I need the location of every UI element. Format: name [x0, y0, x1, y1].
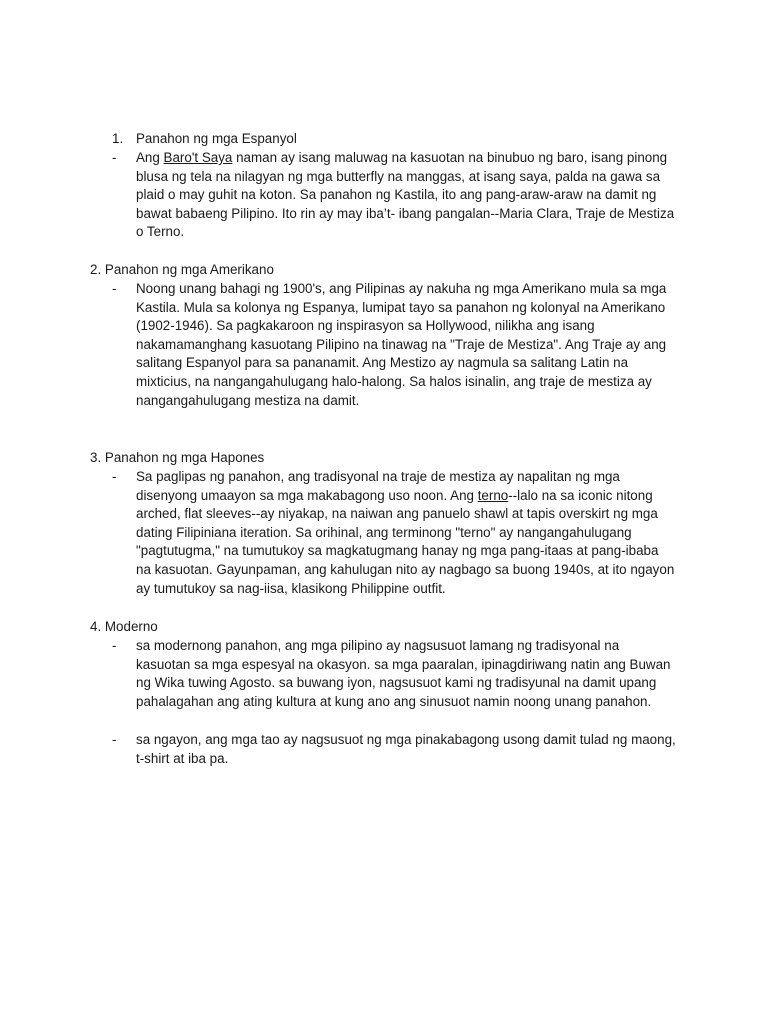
bullet-dash: -	[112, 150, 117, 165]
paragraph: Ang Baro't Saya naman ay isang maluwag na kasuotan na binubuo ng baro, isang pinong blusa ng tela na nilagyan ng mga butterfly na manggas, at isang saya, palda na gawa sa plaid o may guhit na koton. Sa panahon ng Kastila, ito ang pang-araw-araw na damit ng bawat babaeng Pilipino. Ito rin ay may iba’t- ibang pangalan--Maria Clara, Traje de Mestiza o Terno.	[136, 150, 675, 240]
section-number: 3.	[90, 450, 102, 465]
paragraph: sa modernong panahon, ang mga pilipino ay nagsusuot lamang ng tradisyonal na kasuotan sa mga espesyal na okasyon. sa mga paaralan, ipinagdiriwang natin ang Buwan ng Wika tuwing Agosto. sa buwang iyon, nagsusuot kami ng tradisyunal na damit upang pahalagahan ang ating kultura at kung ano ang sinusuot namin noong unang panahon.	[136, 638, 671, 709]
section-number: 1.	[112, 131, 124, 146]
paragraph: Noong unang bahagi ng 1900's, ang Pilipinas ay nakuha ng mga Amerikano mula sa mga Kastila. Mula sa kolonya ng Espanya, lumipat tayo sa panahon ng kolonyal na Amerikano (1902-1946). Sa pagkakaroon ng inspirasyon sa Hollywood, nilikha ang isang nakamamanghang kasuotang Pilipino na tinawag na "Traje de Mestiza". Ang Traje ay ang salitang Espanyol para sa pananamit. Ang Mestizo ay nagmula sa salitang Latin na mixticius, na nangangahulugang halo-halong. Sa halos isinalin, ang traje de mestiza ay nangangahulugang mestiza na damit.	[136, 281, 667, 408]
underlined-term[interactable]: terno	[477, 487, 509, 503]
section-heading	[90, 261, 274, 280]
paragraph: Sa paglipas ng panahon, ang tradisyonal na traje de mestiza ay napalitan ng mga disenyong umaayon sa mga makabagong uso noon. Ang terno--lalo na sa iconic nitong arched, flat sleeves--ay niyakap, na naiwan ang panuelo shawl at tapis overskirt ng mga dating Filipiniana iteration. Sa orihinal, ang terminong "terno" ay nangangahulugang "pagtutugma," na tumutukoy sa magkatugmang hanay ng mga pang-itaas at pang-ibaba na kasuotan. Gayunpaman, ang kahulugan nito ay nagbago sa buong 1940s, at ito ngayon ay tumutukoy sa nag-iisa, klasikong Philippine outfit.	[136, 469, 675, 596]
paragraph: sa ngayon, ang mga tao ay nagsusuot ng mga pinakabagong usong damit tulad ng maong, t-shirt at iba pa.	[136, 732, 676, 766]
section-heading	[90, 449, 264, 468]
section-number: 2.	[90, 262, 102, 277]
underlined-term[interactable]: Baro't Saya	[163, 150, 233, 165]
section-title: Moderno	[104, 619, 158, 634]
section-title: Panahon ng mga Amerikano	[104, 262, 274, 277]
bullet-dash: -	[112, 732, 117, 747]
bullet-dash: -	[112, 638, 117, 653]
section-title: Panahon ng mga Hapones	[104, 450, 265, 465]
bullet-dash: -	[112, 281, 117, 296]
section-title: Panahon ng mga Espanyol	[136, 131, 297, 146]
section-number: 4.	[90, 619, 102, 634]
section-heading	[90, 618, 158, 637]
bullet-dash: -	[112, 469, 117, 484]
